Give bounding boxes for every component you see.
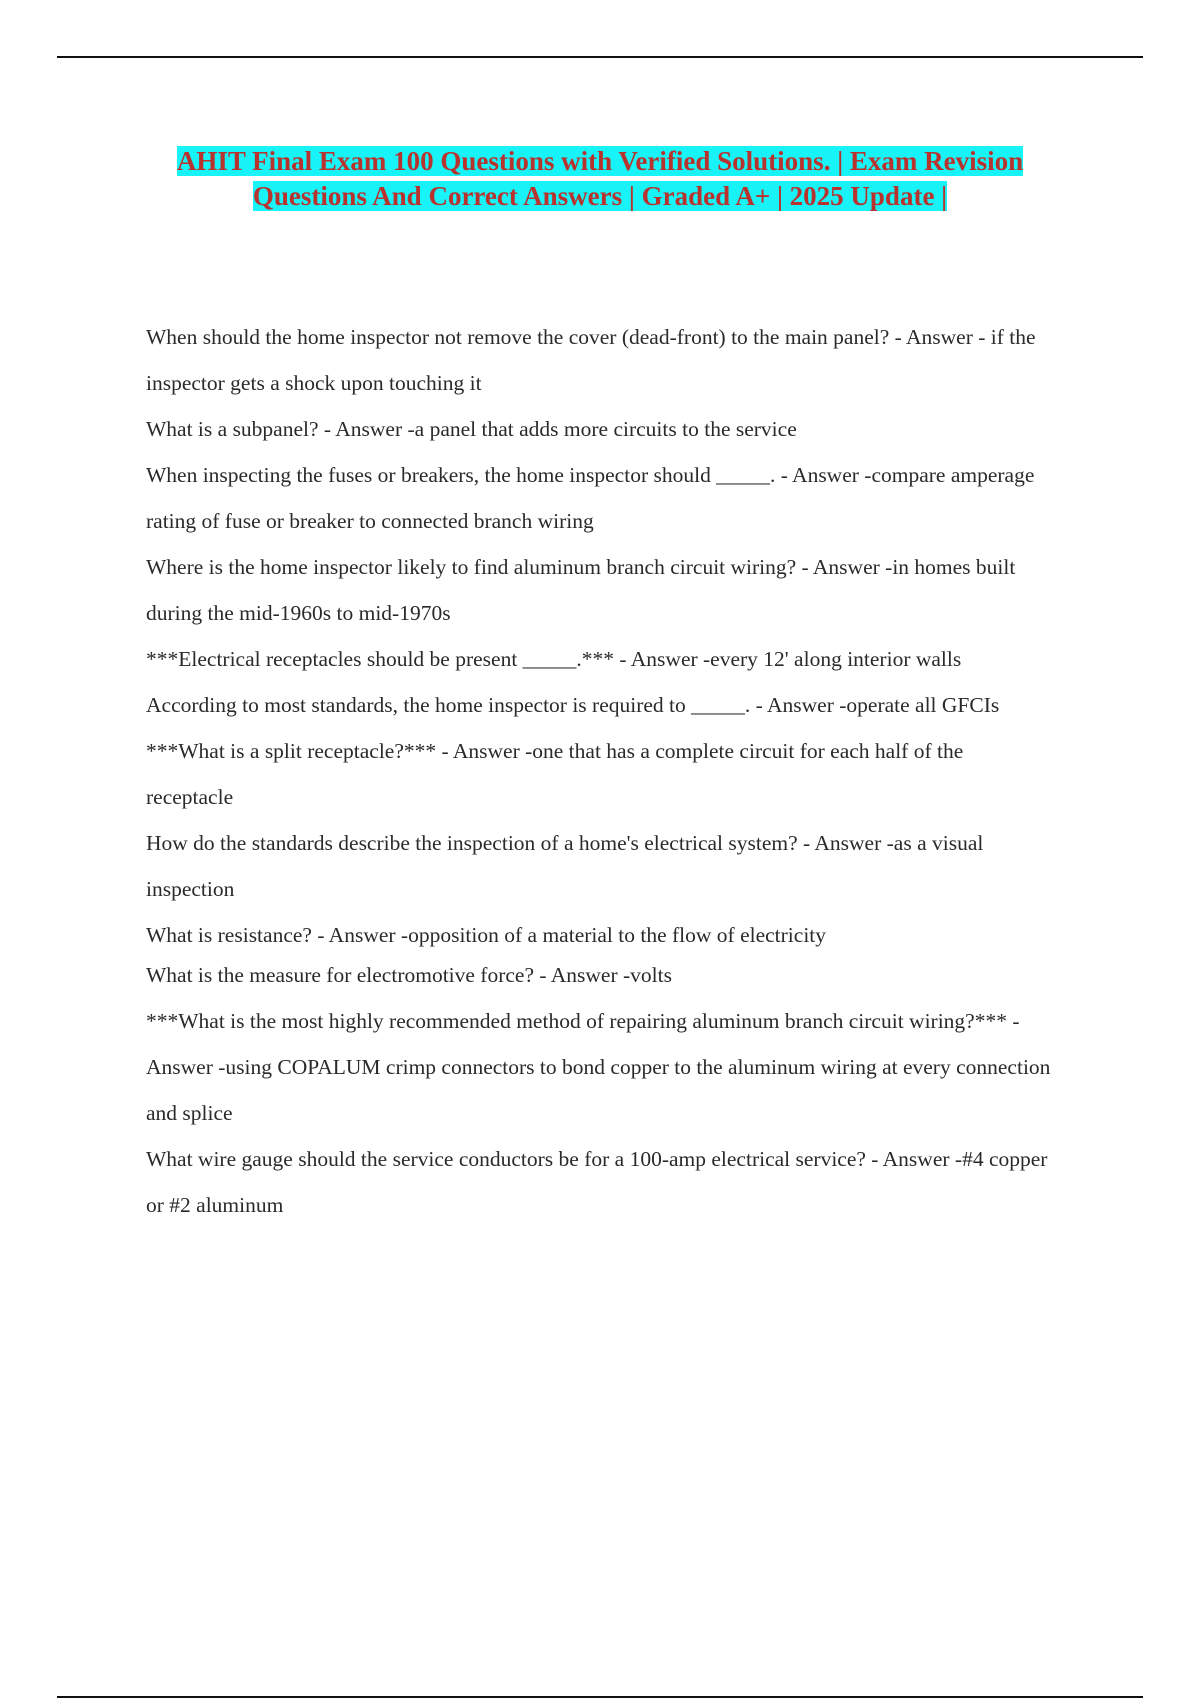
title-line-1: AHIT Final Exam 100 Questions with Verified Solutions. | Exam Revision xyxy=(176,146,1024,176)
bottom-rule xyxy=(57,1696,1143,1698)
paragraph: inspection xyxy=(146,877,235,901)
paragraph: inspector gets a shock upon touching it xyxy=(146,371,482,395)
paragraph: and splice xyxy=(146,1101,233,1125)
paragraph: or #2 aluminum xyxy=(146,1193,284,1217)
paragraph: What wire gauge should the service conductors be for a 100-amp electrical service? - Answer -#4 copper xyxy=(146,1147,1048,1171)
paragraph: When should the home inspector not remove the cover (dead-front) to the main panel? - Answer - if the xyxy=(146,325,1036,349)
paragraph: during the mid-1960s to mid-1970s xyxy=(146,601,451,625)
paragraph: What is a subpanel? - Answer -a panel that adds more circuits to the service xyxy=(146,417,797,441)
paragraph: receptacle xyxy=(146,785,234,809)
paragraph: Where is the home inspector likely to find aluminum branch circuit wiring? - Answer -in homes built xyxy=(146,555,1016,579)
document-body xyxy=(146,322,1088,1236)
paragraph: ***What is the most highly recommended method of repairing aluminum branch circuit wiring?*** - xyxy=(146,1009,1020,1033)
paragraph: Answer -using COPALUM crimp connectors to bond copper to the aluminum wiring at every connection xyxy=(146,1055,1051,1079)
title-line-2: Questions And Correct Answers | Graded A+ | 2025 Update | xyxy=(252,181,948,211)
paragraph: ***Electrical receptacles should be present _____.*** - Answer -every 12' along interior walls xyxy=(146,647,962,671)
paragraph: How do the standards describe the inspection of a home's electrical system? - Answer -as a visual xyxy=(146,831,984,855)
paragraph: ***What is a split receptacle?*** - Answer -one that has a complete circuit for each half of the xyxy=(146,739,964,763)
paragraph: According to most standards, the home inspector is required to _____. - Answer -operate all GFCIs xyxy=(146,693,1000,717)
paragraph: When inspecting the fuses or breakers, the home inspector should _____. - Answer -compare amperage xyxy=(146,463,1035,487)
document-title xyxy=(120,144,1080,214)
top-rule xyxy=(57,56,1143,58)
paragraph: What is the measure for electromotive force? - Answer -volts xyxy=(146,963,672,987)
paragraph: What is resistance? - Answer -opposition of a material to the flow of electricity xyxy=(146,923,827,947)
paragraph: rating of fuse or breaker to connected branch wiring xyxy=(146,509,594,533)
